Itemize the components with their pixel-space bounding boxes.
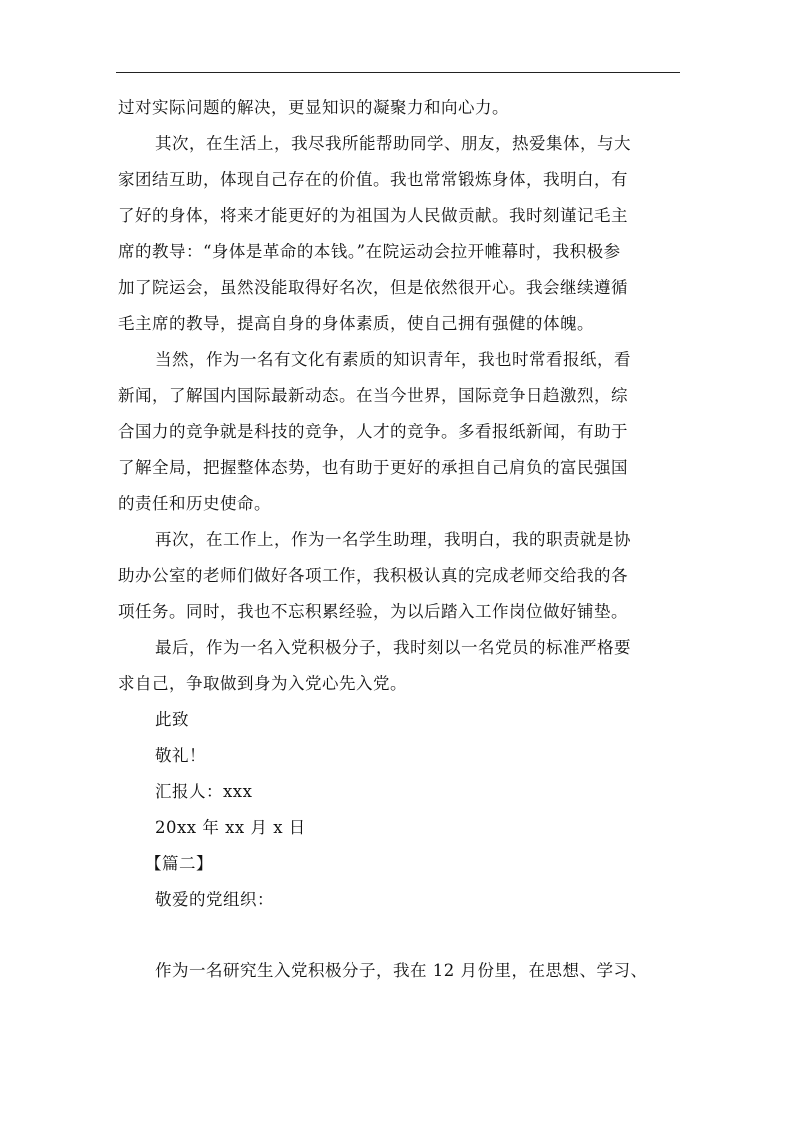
- paragraph-line: 作为一名研究生入党积极分子，我在 12 月份里，在思想、学习、: [155, 961, 648, 980]
- paragraph-line: 合国力的竞争就是科技的竞争，人才的竞争。多看报纸新闻，有助于: [118, 422, 628, 441]
- letter-greeting: 敬爱的党组织：: [155, 890, 274, 909]
- blank-line: [118, 918, 680, 953]
- paragraph-line: 了解全局，把握整体态势，也有助于更好的承担自己肩负的富民强国: [118, 458, 628, 477]
- section-heading: 【篇二】: [145, 854, 213, 873]
- paragraph-line: 了好的身体，将来才能更好的为祖国为人民做贡献。我时刻谨记毛主: [118, 206, 628, 225]
- paragraph-line: 当然，作为一名有文化有素质的知识青年，我也时常看报纸，看: [155, 350, 631, 369]
- paragraph-line: 最后，作为一名入党积极分子，我时刻以一名党员的标准严格要: [155, 638, 631, 657]
- paragraph-line: 席的教导：“身体是革命的本钱。”在院运动会拉开帷幕时，我积极参: [118, 242, 621, 261]
- paragraph-line: 求自己，争取做到身为入党心先入党。: [118, 674, 407, 693]
- paragraph-line: 的责任和历史使命。: [118, 494, 271, 513]
- closing-salutation: 此致: [155, 710, 189, 729]
- document-body: [118, 90, 680, 989]
- paragraph-line: 过对实际问题的解决，更显知识的凝聚力和向心力。: [118, 98, 509, 117]
- paragraph-line: 加了院运会，虽然没能取得好名次，但是依然很开心。我会继续遵循: [118, 278, 628, 297]
- header-rule: [116, 72, 680, 73]
- paragraph-line: 家团结互助，体现自己存在的价值。我也常常锻炼身体，我明白，有: [118, 170, 628, 189]
- closing-regards: 敬礼！: [155, 746, 206, 765]
- report-date: 20xx 年 xx 月 x 日: [155, 818, 306, 837]
- paragraph-line: 助办公室的老师们做好各项工作，我积极认真的完成老师交给我的各: [118, 566, 628, 585]
- paragraph-line: 毛主席的教导，提高自身的身体素质，使自己拥有强健的体魄。: [118, 314, 594, 333]
- reporter-signature: 汇报人：xxx: [155, 782, 253, 801]
- paragraph-line: 项任务。同时，我也不忘积累经验，为以后踏入工作岗位做好铺垫。: [118, 602, 628, 621]
- paragraph-line: 其次，在生活上，我尽我所能帮助同学、朋友，热爱集体，与大: [155, 134, 631, 153]
- paragraph-line: 新闻，了解国内国际最新动态。在当今世界，国际竞争日趋激烈，综: [118, 386, 628, 405]
- paragraph-line: 再次，在工作上，作为一名学生助理，我明白，我的职责就是协: [155, 530, 631, 549]
